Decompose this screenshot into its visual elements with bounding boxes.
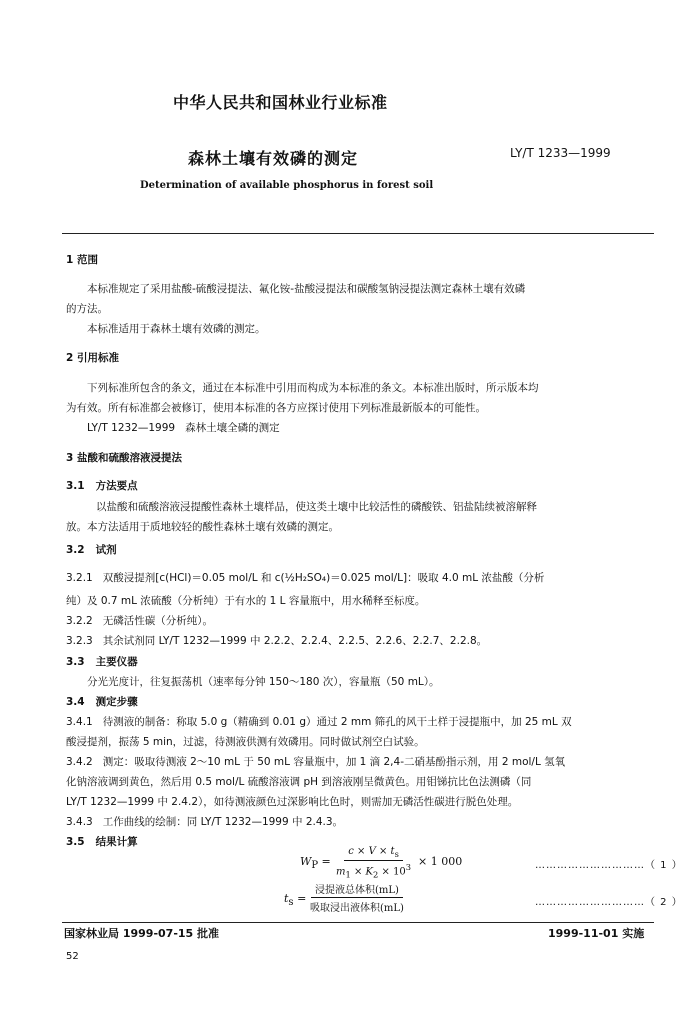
formula-1-fraction <box>332 846 415 879</box>
section-3-4-1-line-2: 酸浸提剂，振荡 5 min，过滤，待测液供测有效磷用。同时做试剂空白试验。 <box>66 736 425 748</box>
section-1-paragraph-line-1: 本标准规定了采用盐酸-硫酸浸提法、氟化铵-盐酸浸提法和碳酸氢钠浸提法测定森林土壤有效磷 <box>87 283 526 295</box>
approval-date: 国家林业局 1999-07-15 批准 <box>64 927 220 940</box>
section-2-paragraph-line-2: 为有效。所有标准都会被修订，使用本标准的各方应探讨使用下列标准最新版本的可能性。 <box>66 402 486 414</box>
section-1-heading: 1 范围 <box>66 254 98 266</box>
document-title: 森林土壤有效磷的测定 <box>188 149 359 168</box>
standard-category-title: 中华人民共和国林业行业标准 <box>173 93 388 112</box>
section-3-heading: 3 盐酸和硫酸溶液浸提法 <box>66 452 182 464</box>
section-3-3-text: 分光光度计，往复振荡机（速率每分钟 150～180 次），容量瓶（50 mL）。 <box>87 676 440 688</box>
formula-1-number: …………………………（ 1 ） <box>535 860 683 871</box>
section-3-1-heading: 3.1 方法要点 <box>66 480 138 492</box>
section-3-4-2-line-2: 化钠溶液调到黄色，然后用 0.5 mol/L 硫酸溶液调 pH 到溶液刚呈微黄色。用钼锑抗比色法测磷（同 <box>66 776 532 788</box>
formula-1-numerator: $c \times V \times t_s$ <box>344 846 403 861</box>
section-3-2-2: 3.2.2 无磷活性碳（分析纯）。 <box>66 615 213 627</box>
section-3-4-heading: 3.4 测定步骤 <box>66 696 138 708</box>
page-number: 52 <box>66 951 79 962</box>
section-3-1-line-2: 放。本方法适用于质地较轻的酸性森林土壤有效磷的测定。 <box>66 521 339 533</box>
implementation-date: 1999-11-01 实施 <box>548 927 645 940</box>
section-3-5-heading: 3.5 结果计算 <box>66 836 138 848</box>
section-3-2-1-line-2: 纯）及 0.7 mL 浓硫酸（分析纯）于有水的 1 L 容量瓶中，用水稀释至标度。 <box>66 595 426 607</box>
section-3-4-2-line-1: 3.4.2 测定：吸取待测液 2～10 mL 于 50 mL 容量瓶中，加 1 滴 2,4-二硝基酚指示剂，用 2 mol/L 氢氧 <box>66 756 566 768</box>
referenced-standard: LY/T 1232—1999 森林土壤全磷的测定 <box>87 422 280 434</box>
section-1-scope-paragraph: 本标准适用于森林土壤有效磷的测定。 <box>87 323 266 335</box>
section-3-4-1-line-1: 3.4.1 待测液的制备：称取 5.0 g（精确到 0.01 g）通过 2 mm 筛孔的风干土样于浸提瓶中，加 25 mL 双 <box>66 716 572 728</box>
standard-code: LY/T 1233—1999 <box>510 146 611 160</box>
section-3-2-heading: 3.2 试剂 <box>66 544 117 556</box>
formula-1-lhs: $W_P$ = <box>300 855 331 872</box>
formula-2-lhs: $t_s$ = <box>284 892 307 909</box>
section-2-heading: 2 引用标准 <box>66 352 119 364</box>
header-divider <box>62 233 654 234</box>
formula-2-fraction <box>306 881 408 914</box>
document-title-english: Determination of available phosphorus in forest soil <box>140 180 434 191</box>
section-3-3-heading: 3.3 主要仪器 <box>66 656 138 668</box>
formula-2-number: …………………………（ 2 ） <box>535 897 683 908</box>
formula-2-numerator: 浸提液总体积(mL) <box>311 881 403 898</box>
section-3-2-3: 3.2.3 其余试剂同 LY/T 1232—1999 中 2.2.2、2.2.4、2.2.5、2.2.6、2.2.7、2.2.8。 <box>66 635 488 647</box>
formula-1-multiplier: × 1 000 <box>418 855 463 868</box>
section-3-4-3: 3.4.3 工作曲线的绘制：同 LY/T 1232—1999 中 2.4.3。 <box>66 816 344 828</box>
section-2-paragraph-line-1: 下列标准所包含的条文，通过在本标准中引用而构成为本标准的条文。本标准出版时，所示版本均 <box>87 382 539 394</box>
section-3-4-2-line-3: LY/T 1232—1999 中 2.4.2），如待测液颜色过深影响比色时，则需加无磷活性碳进行脱色处理。 <box>66 796 519 808</box>
formula-2-denominator: 吸取浸出液体积(mL) <box>310 903 404 914</box>
formula-1-denominator: $m_1 \times K_2 \times 10^3$ <box>336 862 412 880</box>
section-3-1-line-1: 以盐酸和硫酸溶液浸提酸性森林土壤样品，使这类土壤中比较活性的磷酸铁、铝盐陆续被溶解释 <box>96 501 537 513</box>
section-1-paragraph-line-2: 的方法。 <box>66 303 108 315</box>
footer-divider <box>62 922 654 923</box>
section-3-2-1-line-1: 3.2.1 双酸浸提剂[c(HCl)＝0.05 mol/L 和 c(½H₂SO₄)＝0.025 mol/L]：吸取 4.0 mL 浓盐酸（分析 <box>66 572 545 584</box>
